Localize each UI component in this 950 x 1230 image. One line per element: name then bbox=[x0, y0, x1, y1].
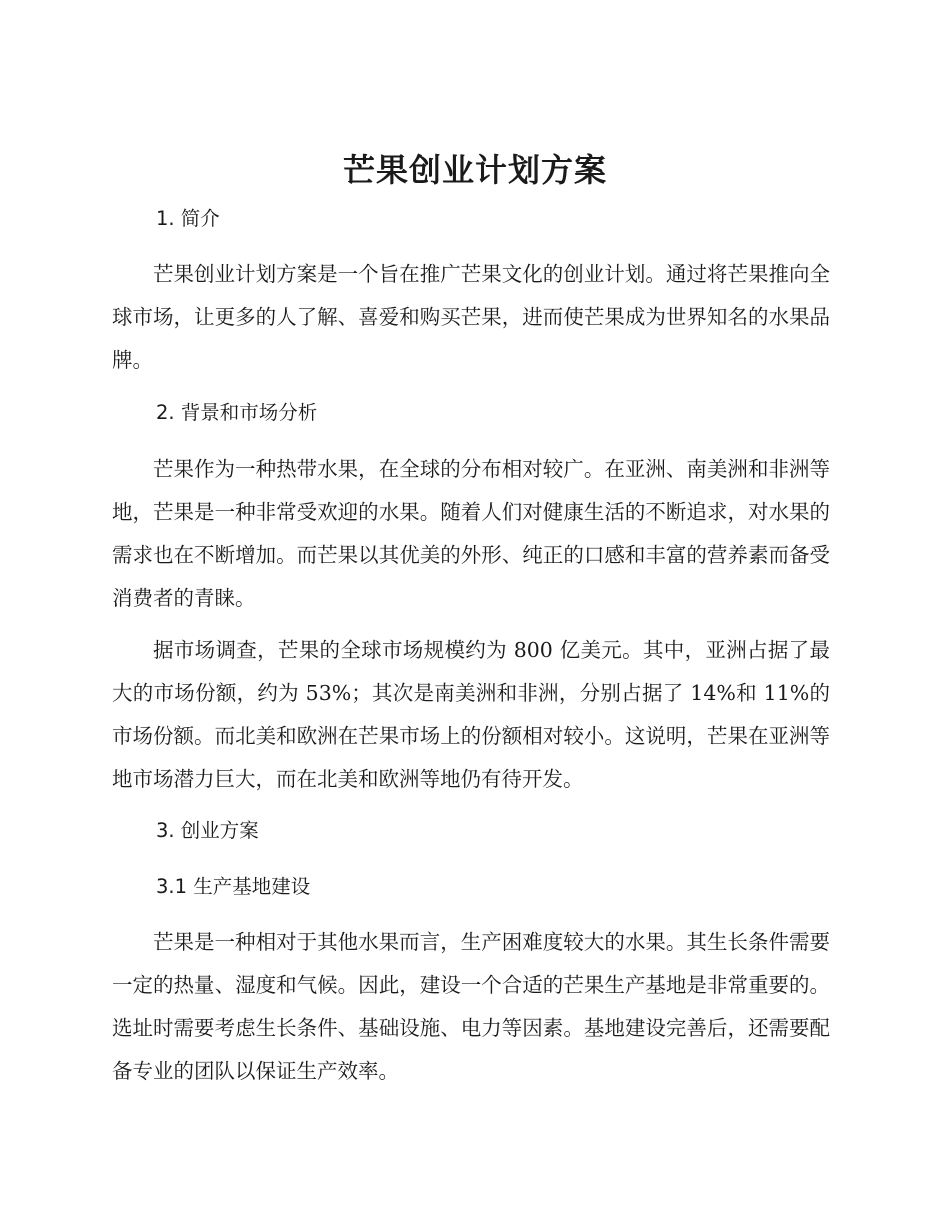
section-heading-production: 3.1 生产基地建设 bbox=[156, 875, 311, 898]
paragraph-intro: 芒果创业计划方案是一个旨在推广芒果文化的创业计划。通过将芒果推向全球市场，让更多的人了解、喜爱和购买芒果，进而使芒果成为世界知名的水果品牌。 bbox=[112, 262, 830, 372]
section-heading-intro: 1. 简介 bbox=[156, 207, 220, 230]
paragraph-background-2: 据市场调查，芒果的全球市场规模约为 800 亿美元。其中，亚洲占据了最大的市场份额，约为 53%；其次是南美洲和非洲，分别占据了 14%和 11%的市场份额。而北美和欧洲在芒果市场上的份额相对较小。这说明，芒果在亚洲等地市场潜力巨大，而在北美和欧洲等地仍有待开发。 bbox=[112, 638, 830, 791]
section-heading-background: 2. 背景和市场分析 bbox=[156, 401, 318, 424]
section-heading-plan: 3. 创业方案 bbox=[156, 819, 259, 842]
paragraph-background-1: 芒果作为一种热带水果，在全球的分布相对较广。在亚洲、南美洲和非洲等地，芒果是一种非常受欢迎的水果。随着人们对健康生活的不断追求，对水果的需求也在不断增加。而芒果以其优美的外形、纯正的口感和丰富的营养素而备受消费者的青睐。 bbox=[112, 457, 830, 610]
document-title: 芒果创业计划方案 bbox=[342, 151, 607, 189]
paragraph-production: 芒果是一种相对于其他水果而言，生产困难度较大的水果。其生长条件需要一定的热量、湿度和气候。因此，建设一个合适的芒果生产基地是非常重要的。选址时需要考虑生长条件、基础设施、电力等因素。基地建设完善后，还需要配备专业的团队以保证生产效率。 bbox=[112, 930, 830, 1083]
